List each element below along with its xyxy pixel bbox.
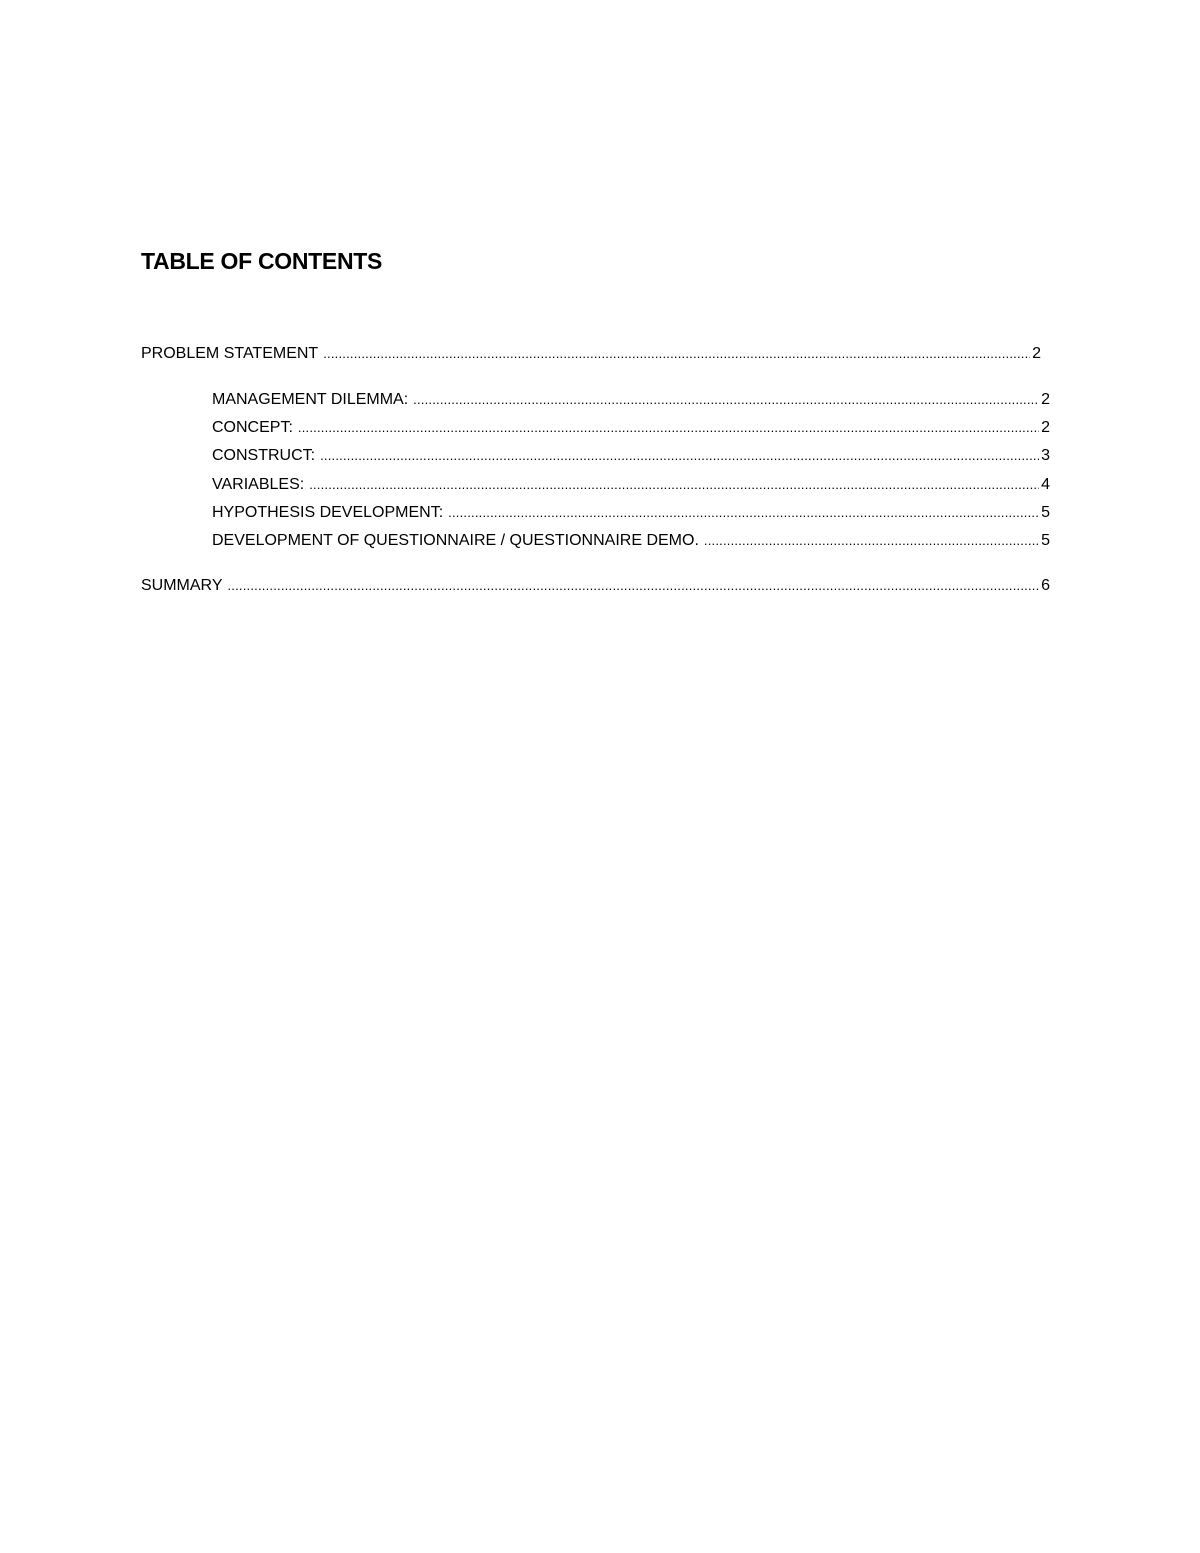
dot-leader xyxy=(320,445,1039,467)
toc-entry-summary[interactable] xyxy=(141,575,1050,597)
toc-entry-variables[interactable] xyxy=(212,474,1050,496)
toc-entry-label: CONCEPT: xyxy=(212,419,293,436)
dot-leader xyxy=(448,502,1039,524)
toc-entry-page-number: 2 xyxy=(1041,391,1050,408)
toc-entry-hypothesis-development[interactable] xyxy=(212,502,1050,524)
toc-entry-problem-statement[interactable] xyxy=(141,343,1041,365)
toc-entry-page-number: 5 xyxy=(1041,532,1050,549)
toc-entry-label: SUMMARY xyxy=(141,577,223,594)
dot-leader xyxy=(413,389,1039,411)
toc-entry-label: VARIABLES: xyxy=(212,476,305,493)
toc-entry-label: HYPOTHESIS DEVELOPMENT: xyxy=(212,504,444,521)
toc-entry-page-number: 2 xyxy=(1041,419,1050,436)
toc-entry-page-number: 3 xyxy=(1041,447,1050,464)
toc-entry-management-dilemma[interactable] xyxy=(212,389,1050,411)
toc-entry-label: CONSTRUCT: xyxy=(212,447,316,464)
toc-entry-label: MANAGEMENT DILEMMA: xyxy=(212,391,409,408)
toc-title: TABLE OF CONTENTS xyxy=(141,248,383,274)
toc-entry-page-number: 5 xyxy=(1041,504,1050,521)
toc-entry-concept[interactable] xyxy=(212,417,1050,439)
toc-entry-page-number: 2 xyxy=(1032,345,1041,362)
dot-leader xyxy=(323,343,1030,365)
dot-leader xyxy=(704,530,1039,552)
dot-leader xyxy=(228,575,1040,597)
toc-entry-development-of-questionnaire[interactable] xyxy=(212,530,1050,552)
toc-entry-label: PROBLEM STATEMENT xyxy=(141,345,319,362)
toc-entry-construct[interactable] xyxy=(212,445,1050,467)
dot-leader xyxy=(309,474,1039,496)
dot-leader xyxy=(298,417,1039,439)
toc-entry-label: DEVELOPMENT OF QUESTIONNAIRE / QUESTIONNAIRE DEMO. xyxy=(212,532,699,549)
toc-entry-page-number: 4 xyxy=(1041,476,1050,493)
toc-entry-page-number: 6 xyxy=(1041,577,1050,594)
